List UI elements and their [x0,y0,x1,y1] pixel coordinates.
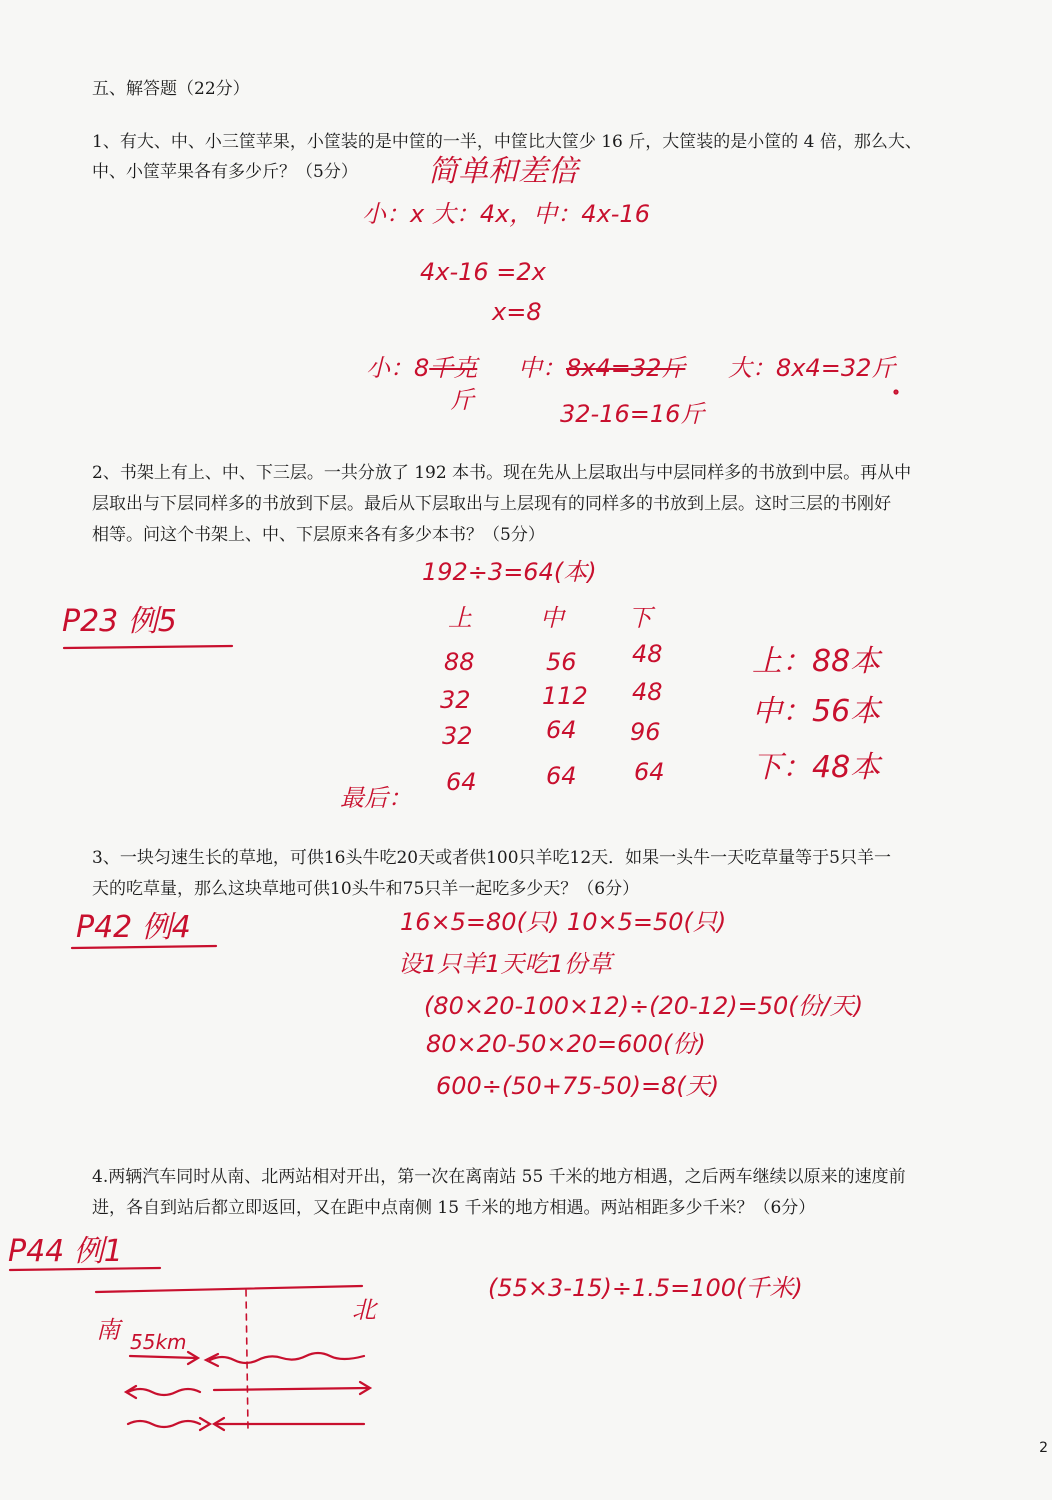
q1-hw-eq2: x=8 [492,298,542,326]
q4-diagram-north: 北 [352,1296,376,1324]
q2-cell: 32 [442,722,473,750]
q4-text-line2: 进，各自到站后都立即返回，又在距中点南侧 15 千米的地方相遇。两站相距多少千米？（6分） [92,1198,816,1218]
q2-cell: 32 [440,686,471,714]
q1-dot [895,391,898,394]
q2-text-line3: 相等。问这个书架上、中、下层原来各有多少本书？（5分） [92,525,545,545]
q2-text-line1: 2、书架上有上、中、下三层。一共分放了 192 本书。现在先从上层取出与中层同样多的书放到中层。再从中 [92,463,912,483]
q4-road-line [96,1286,362,1292]
q2-cell: 56 [546,648,577,676]
section-title: 五、解答题（22分） [92,79,250,99]
q4-hw-ref: P44 例1 [8,1234,123,1269]
q1-text-line1: 1、有大、中、小三筐苹果，小筐装的是中筐的一半，中筐比大筐少 16 斤，大筐装的是小筐的 4 倍，那么大、 [92,132,922,152]
q2-header-mid: 中 [540,604,564,632]
q4-midpoint-line [246,1290,248,1430]
q2-cell: 64 [546,716,577,744]
q3-ref-underline [72,946,216,948]
q4-north-wave-1 [210,1353,364,1363]
q3-text-line1: 3、一块匀速生长的草地，可供16头牛吃20天或者供100只羊吃12天．如果一头牛一天吃草量等于5只羊一 [92,848,891,868]
q2-cell: 48 [632,678,663,706]
q2-ref-underline [64,646,232,648]
q3-hw-line: 16×5=80(只) 10×5=50(只) [400,908,727,936]
q1-hw-mid [518,348,685,383]
q2-final-cell: 64 [546,762,577,790]
page-number: 2 [1039,1440,1048,1456]
q4-diagram-dist: 55km [130,1330,187,1354]
q1-hw-mid-value: 32-16=16斤 [560,400,705,428]
q2-final-label: 最后： [340,784,412,812]
q4-south-arrow-3-head [200,1418,210,1430]
q2-header-top: 上 [448,604,472,632]
q1-hw-eq1: 4x-16 =2x [420,258,546,286]
q4-hw-calc: (55×3-15)÷1.5=100(千米) [488,1274,803,1302]
q4-south-arrow-2-head [360,1382,370,1394]
q1-hw-title: 简单和差倍 [428,154,578,189]
q4-south-wave-3 [128,1421,200,1427]
q2-cell: 112 [542,682,588,710]
q4-south-arrow-1-head [188,1352,198,1364]
q1-hw-mid-label: 中： [518,354,566,382]
q4-north-arrow-1-head [206,1354,218,1366]
q4-south-line-2 [214,1388,368,1390]
q4-south-wave-2 [128,1389,200,1395]
q2-cell: 88 [444,648,475,676]
q1-hw-small-struck: 千克 [429,354,478,382]
q3-text-line2: 天的吃草量，那么这块草地可供10头牛和75只羊一起吃多少天？（6分） [92,879,640,899]
q2-answer-mid: 中：56本 [752,694,881,729]
q4-diagram-south: 南 [96,1316,120,1344]
q1-text-line2: 中、小筐苹果各有多少斤？（5分） [92,162,358,182]
q4-south-arrow-1 [130,1356,196,1358]
q2-final-cell: 64 [634,758,665,786]
q3-hw-ref: P42 例4 [76,910,191,945]
q1-hw-mid-struck: 8x4=32斤 [566,354,686,382]
q2-answer-bottom: 下：48本 [752,750,881,785]
q1-hw-small [366,348,477,383]
q3-hw-line: (80×20-100×12)÷(20-12)=50(份/天) [424,992,864,1020]
q3-hw-line: 600÷(50+75-50)=8(天) [436,1072,720,1100]
q2-hw-ref: P23 例5 [62,604,177,639]
q2-cell: 96 [630,718,661,746]
q1-hw-big: 大：8x4=32斤 [728,354,896,382]
q2-header-bottom: 下 [628,604,652,632]
q3-hw-line: 设1只羊1天吃1份草 [398,950,612,978]
q4-south-arrow-2-tail [126,1386,136,1398]
q1-hw-small-unit: 斤 [450,386,474,414]
q1-hw-line1: 小：x 大：4x，中：4x-16 [362,200,650,228]
q4-north-arrow-3-head [214,1418,224,1430]
q2-text-line2: 层取出与下层同样多的书放到下层。最后从下层取出与上层现有的同样多的书放到上层。这时三层的书刚好 [92,494,891,514]
q2-final-cell: 64 [446,768,477,796]
q1-hw-small-value: 小：8 [366,354,430,382]
q2-hw-calc: 192÷3=64(本) [422,558,597,586]
q2-answer-top: 上：88本 [752,644,881,679]
q4-text-line1: 4.两辆汽车同时从南、北两站相对开出，第一次在离南站 55 千米的地方相遇，之后两车继续以原来的速度前 [92,1167,906,1187]
q2-cell: 48 [632,640,663,668]
q3-hw-line: 80×20-50×20=600(份) [426,1030,706,1058]
